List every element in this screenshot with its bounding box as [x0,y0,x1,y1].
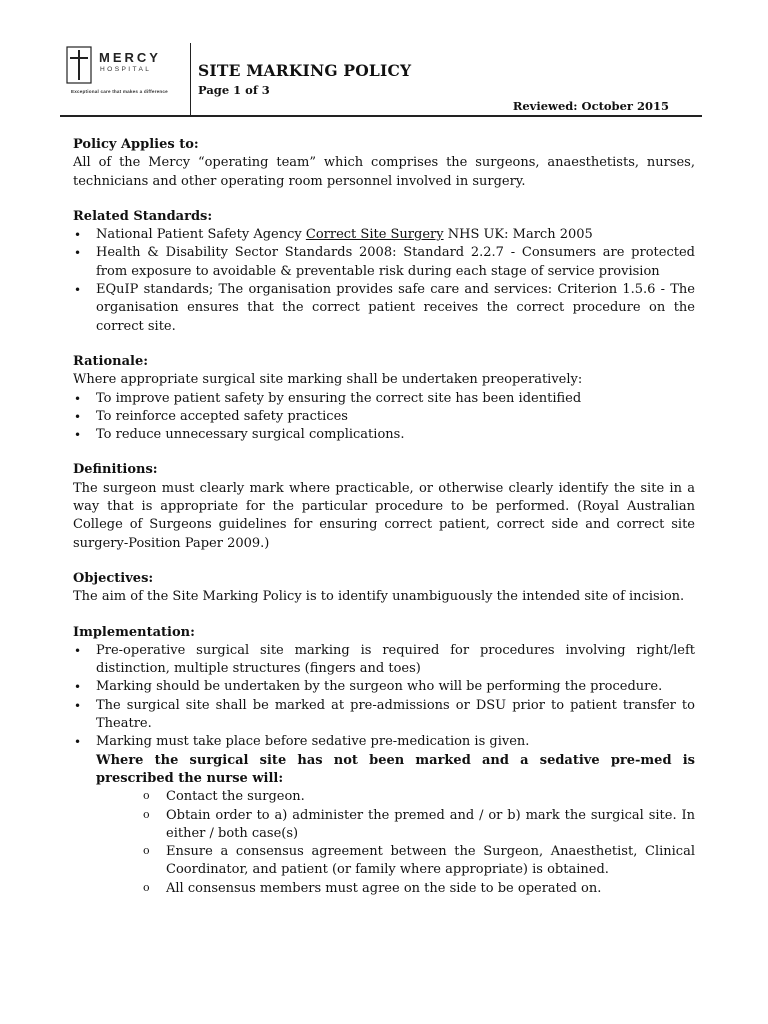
nurse-instruction-note: Where the surgical site has not been marked and a sedative pre-med is prescribed the nurse will: [96,752,695,786]
list-item: • To reinforce accepted safety practices [73,408,695,426]
section-text: The surgeon must clearly mark where practicable, or otherwise clearly identify the site in a way that is appropriate for the particular procedure to be performed. (Royal Australian College of Surgeons guidelines for ensuring correct patient, correct side and correct site surgery-Position Paper 2009.) [73,480,695,551]
section-text: All of the Mercy “operating team” which comprises the surgeons, anaesthetists, nurses, technicians and other operating room personnel involved in surgery. [73,155,695,189]
document-header [60,40,702,118]
section-heading: Policy Applies to: [73,137,199,152]
section-heading: Implementation: [73,624,195,640]
list-item: • Health & Disability Sector Standards 2008: Standard 2.2.7 - Consumers are protected from exposure to avoidable & preventable risk during each stage of service provision [73,244,695,281]
list-item: o Ensure a consensus agreement between the Surgeon, Anaesthetist, Clinical Coordinator, and patient (or family where appropriate) is obtained. [73,843,695,880]
section-intro: Where appropriate surgical site marking shall be undertaken preoperatively: [73,372,583,388]
mercy-hospital-logo [66,46,184,100]
page-number: Page 1 of 3 [198,83,270,97]
section-heading: Objectives: [73,570,154,586]
logo-name: MERCY [99,50,161,65]
list-item: • Pre-operative surgical site marking is required for procedures involving right/left distinction, multiple structures (fingers and toes) [73,642,695,679]
section-standards [73,208,695,336]
list-item [73,226,695,244]
standards-list [73,226,695,336]
section-applies [73,136,695,191]
section-implementation [73,624,695,898]
list-item: • Marking must take place before sedative pre-medication is given. [73,733,695,751]
list-item: • To improve patient safety by ensuring the correct site has been identified [73,390,695,408]
reviewed-date: Reviewed: October 2015 [512,99,669,113]
implementation-list [73,642,695,752]
list-item: o All consensus members must agree on the side to be operated on. [73,880,695,898]
header-rule [60,115,702,117]
list-item: • To reduce unnecessary surgical complications. [73,426,695,444]
document-body [73,136,695,915]
list-item: o Obtain order to a) administer the premed and / or b) mark the surgical site. In either / both case(s) [73,807,695,844]
logo-subtitle: HOSPITAL [100,66,152,73]
cross-emblem-icon [66,46,92,84]
section-heading: Related Standards: [73,208,213,224]
list-item: • The surgical site shall be marked at pre-admissions or DSU prior to patient transfer to Theatre. [73,697,695,734]
rationale-list [73,390,695,445]
nurse-steps-list [73,788,695,898]
list-item: • EQuIP standards; The organisation provides safe care and services: Criterion 1.5.6 - The organisation ensures that the correct patient receives the correct procedure on the correct site. [73,281,695,336]
page-title: SITE MARKING POLICY [198,61,412,80]
list-item: • Marking should be undertaken by the surgeon who will be performing the procedure. [73,678,695,696]
section-objectives [73,570,695,607]
header-divider [190,43,191,116]
section-heading: Rationale: [73,353,149,369]
item-text: National Patient Safety Agency [96,227,306,243]
logo-tagline: Exceptional care that makes a difference [71,89,168,94]
correct-site-surgery-reference: Correct Site Surgery [305,227,444,243]
section-heading: Definitions: [73,462,158,478]
section-text: The aim of the Site Marking Policy is to identify unambiguously the intended site of incision. [73,589,685,605]
section-rationale [73,353,695,444]
list-item: o Contact the surgeon. [73,788,695,806]
section-definitions [73,461,695,552]
item-text: NHS UK: March 2005 [443,227,593,243]
